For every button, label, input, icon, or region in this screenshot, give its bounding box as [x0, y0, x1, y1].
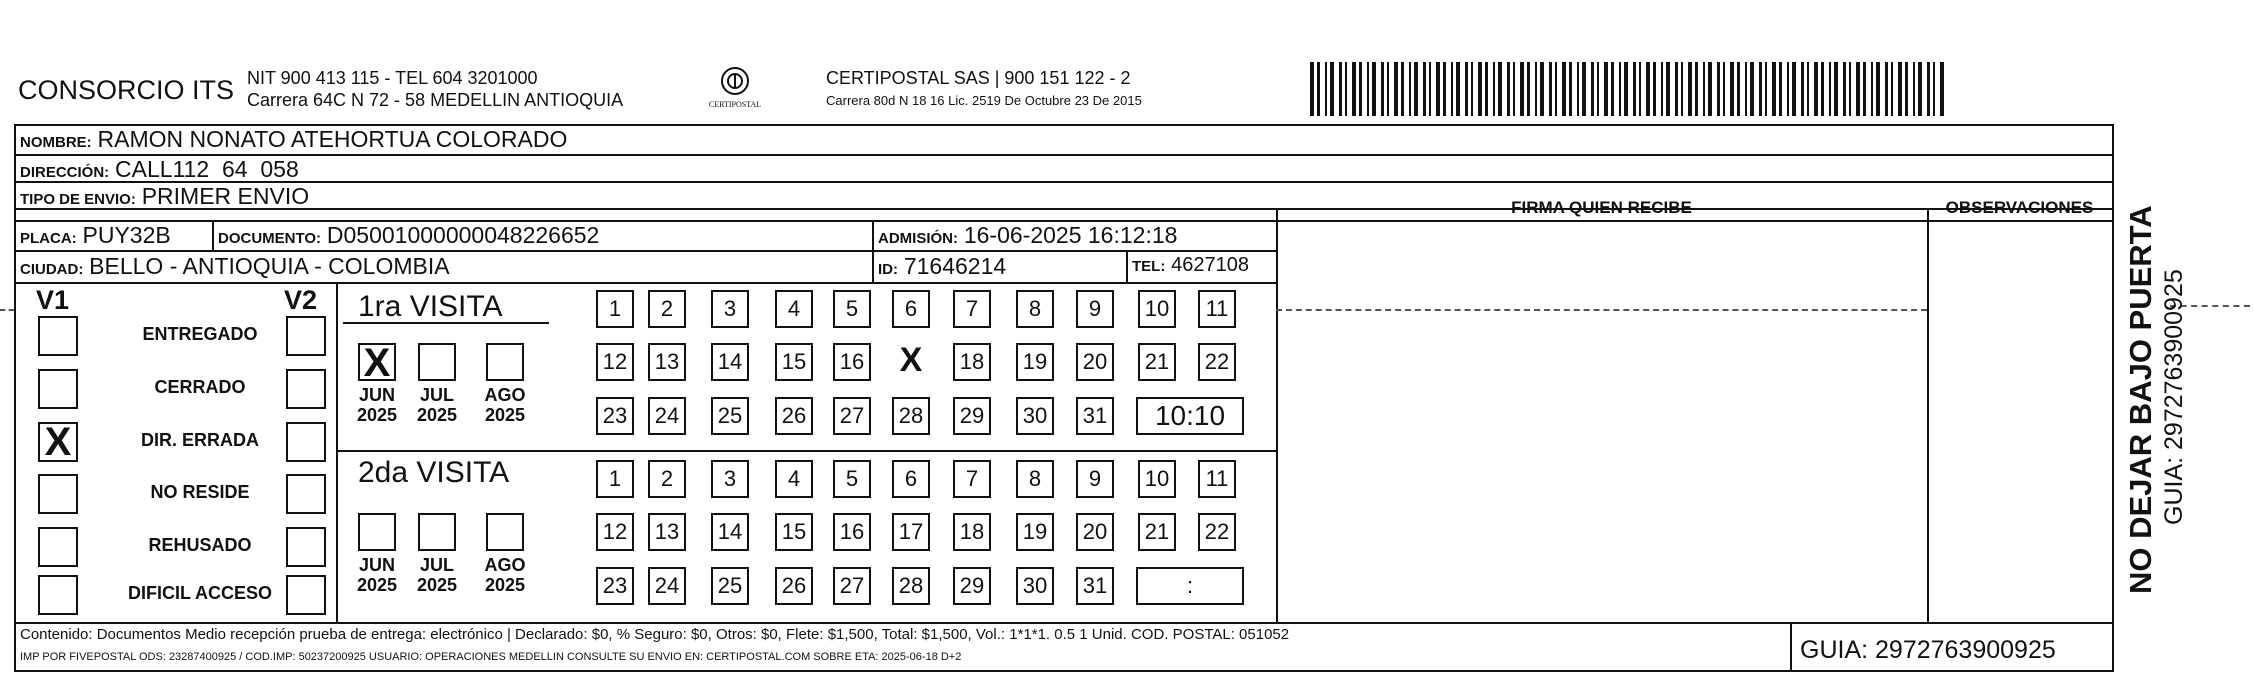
month-checkbox[interactable]	[358, 513, 396, 551]
col-line	[872, 250, 874, 282]
barcode-bar	[1330, 62, 1334, 116]
status-label: ENTREGADO	[142, 324, 258, 344]
barcode-bar	[1750, 62, 1754, 116]
barcode-bar	[1372, 62, 1376, 116]
barcode-bar	[1471, 62, 1473, 116]
v2-checkbox[interactable]	[286, 369, 326, 409]
status-label: NO RESIDE	[150, 482, 250, 502]
direccion-value: CALL112 64 058	[115, 156, 299, 182]
v2-checkbox[interactable]	[286, 474, 326, 514]
month-label: JUN	[358, 385, 395, 405]
firma-header: FIRMA QUIEN RECIBE	[1511, 198, 1692, 217]
day-box[interactable]: 9	[1076, 460, 1114, 498]
day-box[interactable]: 7	[953, 290, 991, 328]
time-box[interactable]: :	[1136, 567, 1244, 605]
footer-guia: GUIA: 2972763900925	[1800, 636, 2056, 664]
day-box[interactable]: 4	[775, 290, 813, 328]
day-box[interactable]: 19	[1016, 513, 1054, 551]
ciudad-field	[20, 253, 450, 280]
day-box[interactable]: 16	[833, 343, 871, 381]
barcode-bar	[1535, 62, 1537, 116]
month-checkbox[interactable]	[418, 343, 456, 381]
month-year: 2025	[356, 575, 398, 595]
day-box[interactable]: 28	[892, 567, 930, 605]
day-box[interactable]: 1	[596, 290, 634, 328]
day-box[interactable]: 14	[711, 513, 749, 551]
month-label: AGO	[484, 385, 526, 405]
barcode-bar	[1352, 62, 1356, 116]
day-box[interactable]: 31	[1076, 567, 1114, 605]
admision-value: 16-06-2025 16:12:18	[963, 222, 1178, 248]
v2-label: V2	[284, 285, 318, 315]
direccion-field	[20, 156, 299, 183]
tel-label: TEL:	[1132, 258, 1166, 275]
barcode-bar	[1624, 62, 1628, 116]
day-box[interactable]: 22	[1198, 343, 1236, 381]
day-box[interactable]: 2	[648, 290, 686, 328]
barcode-bar	[1918, 62, 1922, 116]
barcode-bar	[1414, 62, 1418, 116]
barcode-bar	[1829, 62, 1831, 116]
day-box[interactable]: 26	[775, 397, 813, 435]
barcode-bar	[1604, 62, 1608, 116]
v1-label: V1	[36, 285, 70, 315]
barcode-bar	[1339, 62, 1342, 116]
tipo-field	[20, 183, 309, 210]
day-box[interactable]: 13	[648, 343, 686, 381]
barcode-bar	[1863, 62, 1866, 116]
barcode-bar	[1940, 62, 1944, 116]
barcode-bar	[1681, 62, 1683, 116]
barcode-bar	[1717, 62, 1720, 116]
barcode-bar	[1409, 62, 1411, 116]
month-year: 2025	[484, 575, 526, 595]
barcode-bar	[1507, 62, 1510, 116]
nombre-label: NOMBRE:	[20, 134, 92, 151]
month-label: JUL	[419, 555, 454, 575]
barcode-bar	[1765, 62, 1767, 116]
barcode-bar	[1478, 62, 1482, 116]
day-box[interactable]: 1	[596, 460, 634, 498]
month-label: JUN	[358, 555, 395, 575]
v2-checkbox[interactable]	[286, 316, 326, 356]
v2-checkbox[interactable]	[286, 575, 326, 615]
day-box[interactable]: 29	[953, 397, 991, 435]
month-year: 2025	[484, 405, 526, 425]
col-line	[1276, 208, 1278, 622]
barcode-bar	[1843, 62, 1846, 116]
barcode-bar	[1885, 62, 1888, 116]
day-box[interactable]: 26	[775, 567, 813, 605]
day-box[interactable]: 19	[1016, 343, 1054, 381]
day-box[interactable]: 20	[1076, 513, 1114, 551]
day-box[interactable]: 11	[1198, 460, 1236, 498]
barcode-bar	[1520, 62, 1524, 116]
month-checkbox[interactable]	[418, 513, 456, 551]
tipo-value: PRIMER ENVIO	[141, 183, 310, 209]
month-checkbox[interactable]	[486, 513, 524, 551]
barcode-bar	[1325, 62, 1327, 116]
visits-divider	[336, 282, 338, 622]
barcode-bar	[1456, 62, 1460, 116]
barcode-bar	[1540, 62, 1544, 116]
id-label: ID:	[878, 261, 898, 278]
barcode-bar	[1821, 62, 1824, 116]
barcode-bar	[1787, 62, 1789, 116]
day-box[interactable]: 5	[833, 290, 871, 328]
day-box[interactable]: 3	[711, 290, 749, 328]
barcode-bar	[1387, 62, 1389, 116]
barcode-bar	[1927, 62, 1930, 116]
status-label: DIFICIL ACCESO	[127, 583, 272, 603]
day-box[interactable]: 29	[953, 567, 991, 605]
ciudad-label: CIUDAD:	[20, 261, 84, 278]
barcode-bar	[1611, 62, 1614, 116]
side-guia: GUIA: 2972763900925	[2160, 269, 2188, 525]
barcode-bar	[1582, 62, 1586, 116]
day-box[interactable]: 20	[1076, 343, 1114, 381]
day-box[interactable]: 24	[648, 397, 686, 435]
status-label: REHUSADO	[148, 535, 252, 555]
barcode-bar	[1493, 62, 1495, 116]
day-box[interactable]: 21	[1138, 513, 1176, 551]
barcode-bar	[1792, 62, 1796, 116]
first-visit-title: 1ra VISITA	[358, 290, 503, 323]
barcode-bar	[1310, 62, 1314, 116]
day-box[interactable]: 25	[711, 567, 749, 605]
barcode-bar	[1646, 62, 1650, 116]
second-visit-title: 2da VISITA	[358, 456, 510, 489]
day-box[interactable]: 17	[892, 513, 930, 551]
v1-checkbox[interactable]	[38, 527, 78, 567]
status-label: CERRADO	[154, 377, 246, 397]
ciudad-value: BELLO - ANTIOQUIA - COLOMBIA	[89, 253, 450, 279]
row-line	[14, 250, 1276, 252]
barcode-bar	[1527, 62, 1530, 116]
barcode-bar	[1577, 62, 1579, 116]
barcode-bar	[1703, 62, 1705, 116]
tel-value: 4627108	[1171, 254, 1250, 276]
company-name: CONSORCIO ITS	[18, 75, 235, 105]
day-box[interactable]: 30	[1016, 397, 1054, 435]
barcode-bar	[1359, 62, 1362, 116]
footer-line	[14, 622, 2114, 624]
barcode-bar	[1891, 62, 1893, 116]
barcode-bar	[1549, 62, 1552, 116]
documento-value: D05001000000048226652	[326, 222, 600, 248]
day-box[interactable]: 10	[1138, 290, 1176, 328]
partner-line-2: Carrera 80d N 18 16 Lic. 2519 De Octubre 23 De 2015	[826, 93, 1142, 108]
barcode-bar	[1443, 62, 1446, 116]
day-box[interactable]: 9	[1076, 290, 1114, 328]
day-box[interactable]: 18	[953, 343, 991, 381]
barcode-bar	[1436, 62, 1440, 116]
barcode-bar	[1807, 62, 1809, 116]
month-year: 2025	[356, 405, 398, 425]
barcode-bar	[1465, 62, 1468, 116]
barcode-bar	[1933, 62, 1935, 116]
day-box[interactable]: 10	[1138, 460, 1176, 498]
barcode-bar	[1569, 62, 1572, 116]
barcode-bar	[1597, 62, 1599, 116]
row-line	[14, 282, 1276, 284]
col-line	[212, 220, 214, 250]
nombre-value: RAMON NONATO ATEHORTUA COLORADO	[97, 126, 568, 152]
barcode-bar	[1730, 62, 1734, 116]
v2-checkbox[interactable]	[286, 422, 326, 462]
barcode-bar	[1688, 62, 1692, 116]
day-box[interactable]: 8	[1016, 290, 1054, 328]
company-line-2: Carrera 64C N 72 - 58 MEDELLIN ANTIOQUIA	[247, 90, 624, 110]
v1-checkbox[interactable]	[38, 369, 78, 409]
col-line	[1126, 250, 1128, 282]
certipostal-logo	[705, 64, 765, 114]
day-box[interactable]: 27	[833, 567, 871, 605]
day-box[interactable]: 28	[892, 397, 930, 435]
barcode-icon	[1310, 62, 1950, 116]
v1-checkbox[interactable]: X	[38, 422, 78, 462]
fold-line	[1276, 309, 1927, 311]
barcode-bar	[1723, 62, 1725, 116]
barcode-bar	[1653, 62, 1656, 116]
barcode	[1310, 62, 1950, 116]
barcode-bar	[1876, 62, 1880, 116]
day-box[interactable]: 31	[1076, 397, 1114, 435]
day-box[interactable]: 12	[596, 343, 634, 381]
time-box[interactable]: 10:10	[1136, 397, 1244, 435]
barcode-bar	[1772, 62, 1776, 116]
barcode-bar	[1429, 62, 1431, 116]
admision-field	[878, 222, 1177, 249]
barcode-bar	[1913, 62, 1915, 116]
day-box[interactable]: 23	[596, 397, 634, 435]
status-label: DIR. ERRADA	[140, 430, 259, 450]
day-box[interactable]: 2	[648, 460, 686, 498]
barcode-bar	[1401, 62, 1404, 116]
footer-imp: IMP POR FIVEPOSTAL ODS: 23287400925 / COD.IMP: 50237200925 USUARIO: OPERACIONES MEDELLIN CONSULTE SU ENVIO EN: CERTIPOSTAL.COM SOBRE ETA: 2025-06-18 D+2	[20, 651, 962, 663]
barcode-bar	[1801, 62, 1804, 116]
placa-value: PUY32B	[82, 222, 171, 248]
barcode-bar	[1737, 62, 1740, 116]
barcode-bar	[1513, 62, 1515, 116]
day-box[interactable]: 27	[833, 397, 871, 435]
tipo-label: TIPO DE ENVIO:	[20, 191, 136, 208]
month-label: JUL	[419, 385, 454, 405]
barcode-bar	[1898, 62, 1902, 116]
day-box[interactable]: 18	[953, 513, 991, 551]
title-underline	[343, 322, 549, 324]
barcode-bar	[1555, 62, 1557, 116]
barcode-bar	[1619, 62, 1621, 116]
month-label: AGO	[484, 555, 526, 575]
barcode-bar	[1695, 62, 1698, 116]
col-line	[872, 220, 874, 250]
barcode-bar	[1485, 62, 1488, 116]
v2-checkbox[interactable]	[286, 527, 326, 567]
row-line	[14, 154, 2114, 156]
side-notice: NO DEJAR BAJO PUERTA	[2123, 205, 2158, 594]
v1-checkbox[interactable]	[38, 575, 78, 615]
day-box[interactable]: 12	[596, 513, 634, 551]
day-box[interactable]: 16	[833, 513, 871, 551]
day-box[interactable]: 3	[711, 460, 749, 498]
col-header-line	[1276, 220, 2112, 222]
day-box[interactable]: 22	[1198, 513, 1236, 551]
day-box[interactable]: 5	[833, 460, 871, 498]
direccion-label: DIRECCIÓN:	[20, 164, 110, 181]
barcode-bar	[1871, 62, 1873, 116]
barcode-bar	[1708, 62, 1712, 116]
v1-checkbox[interactable]	[38, 316, 78, 356]
day-box[interactable]: 15	[775, 343, 813, 381]
month-checkbox[interactable]	[486, 343, 524, 381]
barcode-bar	[1394, 62, 1398, 116]
frame-right-divider	[2112, 124, 2114, 542]
day-box[interactable]: 6	[892, 290, 930, 328]
footer-divider	[1790, 622, 1792, 672]
month-checkbox[interactable]: X	[358, 343, 396, 381]
day-box[interactable]: 30	[1016, 567, 1054, 605]
barcode-bar	[1591, 62, 1594, 116]
id-field	[878, 253, 1006, 280]
partner-line-1: CERTIPOSTAL SAS | 900 151 122 - 2	[826, 68, 1131, 88]
barcode-bar	[1779, 62, 1782, 116]
barcode-bar	[1745, 62, 1747, 116]
barcode-bar	[1451, 62, 1453, 116]
admision-label: ADMISIÓN:	[878, 230, 958, 247]
day-box[interactable]: 15	[775, 513, 813, 551]
barcode-bar	[1814, 62, 1818, 116]
logo-text: CERTIPOSTAL	[708, 100, 762, 109]
day-box[interactable]: 7	[953, 460, 991, 498]
barcode-bar	[1666, 62, 1670, 116]
documento-label: DOCUMENTO:	[218, 230, 322, 247]
day-box[interactable]: 8	[1016, 460, 1054, 498]
tel-field	[1132, 253, 1249, 277]
placa-label: PLACA:	[20, 230, 77, 247]
observaciones-header: OBSERVACIONES	[1945, 198, 2094, 217]
month-year: 2025	[416, 405, 458, 425]
barcode-bar	[1423, 62, 1426, 116]
barcode-bar	[1317, 62, 1320, 116]
documento-field	[218, 222, 599, 249]
month-year: 2025	[416, 575, 458, 595]
day-box[interactable]: 24	[648, 567, 686, 605]
fold-line	[0, 309, 14, 311]
company-line-1: NIT 900 413 115 - TEL 604 3201000	[247, 68, 538, 88]
barcode-bar	[1381, 62, 1384, 116]
row-line	[14, 181, 2114, 183]
visits-mid-line	[336, 450, 1276, 452]
barcode-bar	[1367, 62, 1369, 116]
placa-field	[20, 222, 171, 249]
barcode-bar	[1849, 62, 1851, 116]
barcode-bar	[1661, 62, 1663, 116]
nombre-field	[20, 126, 567, 153]
v1-checkbox[interactable]	[38, 474, 78, 514]
day-box[interactable]: 13	[648, 513, 686, 551]
id-value: 71646214	[903, 253, 1007, 279]
day-box[interactable]: 25	[711, 397, 749, 435]
day-box[interactable]: 4	[775, 460, 813, 498]
day-box[interactable]: 6	[892, 460, 930, 498]
barcode-bar	[1562, 62, 1566, 116]
barcode-bar	[1759, 62, 1762, 116]
col-line	[1927, 208, 1929, 622]
day-box[interactable]: 23	[596, 567, 634, 605]
footer-contenido: Contenido: Documentos Medio recepción prueba de entrega: electrónico | Declarado: $0, % Seguro: $0, Otros: $0, Flete: $1,500, Total: $1,500, Vol.: 1*1*1. 0.5 1 Unid. COD. POSTAL: 051052	[20, 626, 1290, 643]
day-box[interactable]: 14	[711, 343, 749, 381]
barcode-bar	[1675, 62, 1678, 116]
barcode-bar	[1498, 62, 1502, 116]
barcode-bar	[1633, 62, 1636, 116]
barcode-bar	[1834, 62, 1838, 116]
barcode-bar	[1639, 62, 1641, 116]
day-box[interactable]: X	[899, 341, 923, 379]
day-box[interactable]: 21	[1138, 343, 1176, 381]
barcode-bar	[1905, 62, 1908, 116]
day-box[interactable]: 11	[1198, 290, 1236, 328]
barcode-bar	[1856, 62, 1860, 116]
barcode-bar	[1345, 62, 1347, 116]
